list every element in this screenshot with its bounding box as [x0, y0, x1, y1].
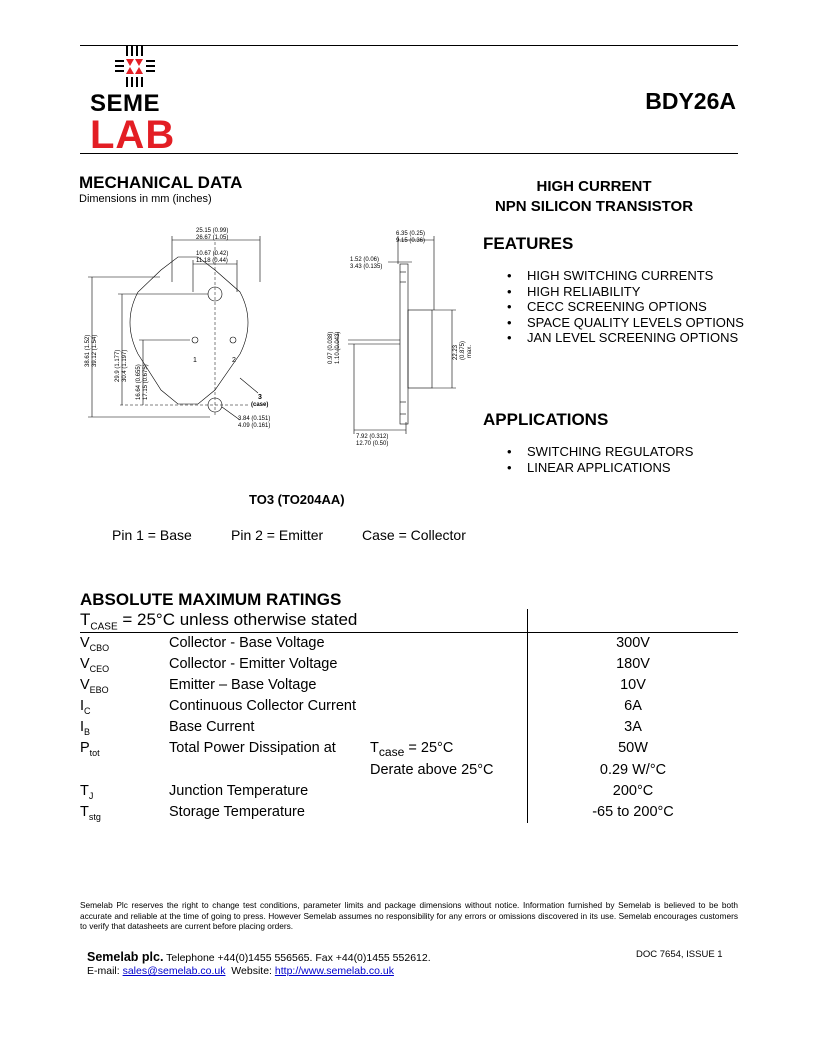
dimensions-note: Dimensions in mm (inches) — [79, 193, 212, 205]
dim-width-b: 26.67 (1.05) — [196, 235, 229, 241]
dim-height-b: 39.12 (1.54) — [92, 334, 98, 367]
document-number: DOC 7654, ISSUE 1 — [636, 949, 723, 960]
website-link[interactable]: http://www.semelab.co.uk — [274, 965, 394, 977]
dim-flange-b: 3.43 (0.135) — [350, 264, 383, 270]
list-item: • HIGH RELIABILITY — [507, 284, 744, 300]
dim-max-label: max. — [467, 344, 473, 358]
list-item: • CECC SCREENING OPTIONS — [507, 299, 744, 315]
case-assignment: Case = Collector — [362, 527, 466, 543]
top-rule — [80, 45, 738, 46]
dim-seat-b: 9.15 (0.36) — [396, 238, 426, 244]
dim-lead-a: 0.97 (0.038) — [328, 331, 334, 364]
pin-1-assignment: Pin 1 = Base — [112, 527, 192, 543]
email-website-line: E-mail: sales@semelab.co.uk Website: http://www.semelab.co.uk — [87, 965, 394, 977]
ratings-condition: $T_{CASE} = 25^\circ C$ unless otherwise stated — [80, 610, 358, 633]
list-item: • LINEAR APPLICATIONS — [507, 460, 693, 476]
package-name: TO3 (TO204AA) — [249, 492, 345, 507]
dim-width-a: 25.15 (0.99) — [196, 228, 229, 234]
company-name: Semelab plc. — [87, 950, 164, 964]
contact-phone-fax: Telephone +44(0)1455 556565. Fax +44(0)1455 552612. — [163, 952, 431, 964]
dim-seat-a: 6.35 (0.25) — [396, 231, 426, 237]
features-title: FEATURES — [483, 234, 574, 253]
table-row: $I_B$ Base Current 3A — [80, 719, 642, 737]
email-link[interactable]: sales@semelab.co.uk — [122, 965, 226, 977]
dim-hole-a: 3.84 (0.151) — [238, 416, 271, 422]
dim-max-height-b: (0.875) — [460, 340, 466, 360]
dim-lead-length-b: 12.70 (0.50) — [356, 441, 389, 447]
list-item: • JAN LEVEL SCREENING OPTIONS — [507, 330, 744, 346]
pin-3-label: 3 — [258, 394, 262, 401]
pin-3-case-label: (case) — [251, 402, 269, 408]
applications-title: APPLICATIONS — [483, 410, 609, 429]
dim-pitch-b: 30.4 (1.197) — [122, 349, 128, 382]
to3-front-view-drawing — [80, 222, 290, 437]
ratings-title: ABSOLUTE MAXIMUM RATINGS — [80, 590, 342, 609]
applications-list — [507, 444, 693, 475]
dim-center-b: 11.18 (0.44) — [196, 258, 228, 264]
contact-line — [87, 950, 431, 964]
pin-assignments — [0, 527, 816, 547]
ratings-header-rule — [80, 632, 738, 633]
legal-disclaimer: Semelab Plc reserves the right to change test conditions, parameter limits and package dimensions without notice. Information furnished by Semelab is believed to be both accurate and reliable at the time of going to press. However Semelab assumes no responsibility for any errors or omissions discovered in its use. Semelab encourages customers to verify that datasheets are current before placing orders. — [80, 900, 738, 931]
list-item: • SPACE QUALITY LEVELS OPTIONS — [507, 315, 744, 331]
header-rule — [80, 153, 738, 154]
features-list — [507, 268, 744, 346]
table-row: $T_{stg}$ Storage Temperature -65 to 200°C — [80, 804, 674, 822]
table-row: $I_C$ Continuous Collector Current 6A — [80, 698, 642, 716]
description-line-2: NPN SILICON TRANSISTOR — [494, 198, 694, 215]
table-row: $P_{tot}$ Total Power Dissipation at $T_{case} = 25^\circ C$ 50W — [80, 740, 648, 759]
dim-hole-b: 4.09 (0.161) — [238, 423, 271, 429]
pin-1-label: 1 — [193, 357, 197, 364]
table-row: Derate above 25°C 0.29 W/°C — [370, 762, 667, 778]
part-number: BDY26A — [645, 88, 736, 114]
table-row: $V_{CEO}$ Collector - Emitter Voltage 180V — [80, 656, 650, 674]
table-row: $V_{CBO}$ Collector - Base Voltage 300V — [80, 635, 650, 653]
table-row: $V_{EBO}$ Emitter – Base Voltage 10V — [80, 677, 646, 695]
to3-side-view-drawing — [320, 222, 480, 452]
dim-pitch-a: 29.9 (1.177) — [115, 349, 121, 382]
dim-height-a: 38.61 (1.52) — [85, 334, 91, 367]
logo-seme-text: SEME — [90, 90, 161, 117]
semelab-logo-icon — [115, 46, 155, 90]
list-item: • SWITCHING REGULATORS — [507, 444, 693, 460]
mechanical-data-title: MECHANICAL DATA — [79, 173, 243, 192]
dim-pin-spacing-a: 16.64 (0.655) — [136, 364, 142, 400]
dim-pin-spacing-b: 17.15 (0.675) — [143, 364, 149, 400]
dim-lead-b: 1.10 (0.043) — [335, 331, 341, 364]
description-line-1: HIGH CURRENT — [536, 178, 652, 195]
device-description — [483, 177, 705, 217]
dim-max-height-a: 22.23 — [453, 344, 459, 360]
dim-flange-a: 1.52 (0.06) — [350, 257, 380, 263]
logo-lab-text: LAB — [90, 113, 176, 157]
pin-2-assignment: Pin 2 = Emitter — [231, 527, 324, 543]
pin-2-label: 2 — [232, 357, 236, 364]
list-item: • HIGH SWITCHING CURRENTS — [507, 268, 744, 284]
table-row: $T_J$ Junction Temperature 200°C — [80, 783, 654, 801]
dim-lead-length-a: 7.92 (0.312) — [356, 434, 389, 440]
dim-center-a: 10.67 (0.42) — [196, 251, 229, 257]
